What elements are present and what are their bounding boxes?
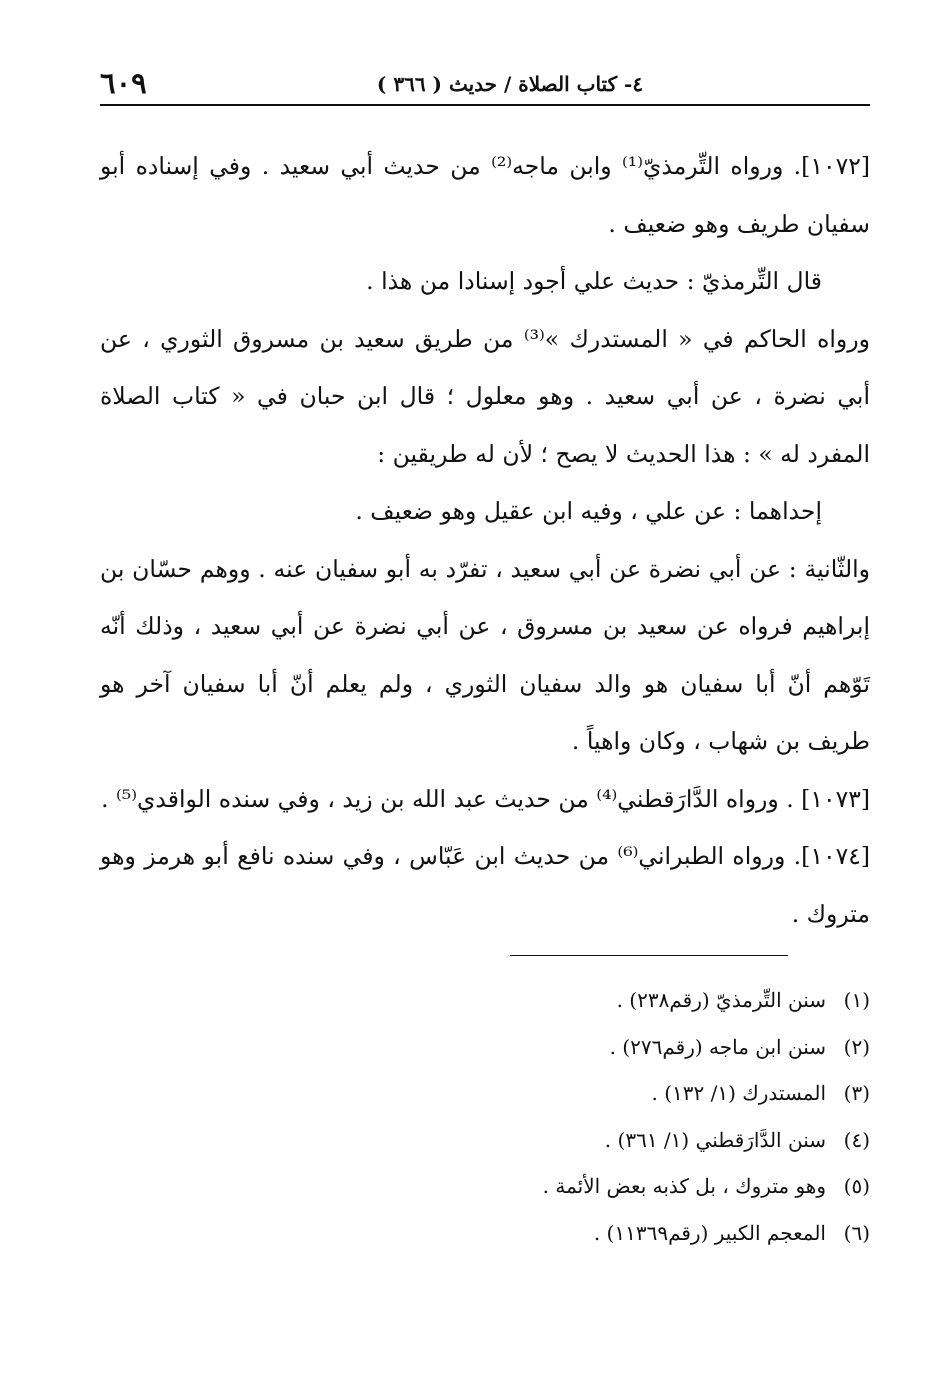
footnote-separator [510,955,788,956]
footnote-number: (٢) [843,1034,870,1059]
header-rule [100,104,870,106]
hakim-narration-paragraph: ورواه الحاكم في « المستدرك »⁽³⁾ من طريق سعيد بن مسروق الثوري ، عن أبي نضرة ، عن أبي سعيد . وهو معلول ؛ قال ابن حبان في « كتاب الصلاة المفرد له » : هذا الحديث لا يصح ؛ لأن له طريقين : [100,324,870,468]
running-head: ٤- كتاب الصلاة / حديث ( ٣٦٦ ) [376,72,644,96]
footnote-item [100,1024,870,1071]
footnote-text: سنن التِّرمذيّ (رقم٢٣٨) . [616,988,826,1012]
footnote-item [100,1163,870,1210]
page-number: ٦٠٩ [100,66,147,100]
page-header [100,62,870,106]
footnote-number: (٤) [843,1127,870,1152]
footnote-text: المعجم الكبير (رقم١١٣٦٩) . [593,1220,826,1245]
footnote-number: (٦) [843,1220,870,1245]
footnote-item [100,1117,870,1164]
hadith-1074-paragraph: [١٠٧٤]. ورواه الطبراني⁽⁶⁾ من حديث ابن عَبّاس ، وفي سنده نافع أبو هرمز وهو متروك . [100,842,870,928]
first-route-paragraph: إحداهما : عن علي ، وفيه ابن عقيل وهو ضعيف . [355,497,822,525]
main-text [100,138,870,943]
footnote-text: سنن ابن ماجه (رقم٢٧٦) . [609,1034,826,1059]
footnote-text: سنن الدَّارَقطني (١/ ٣٦١) . [604,1127,826,1152]
footnote-number: (١) [843,988,870,1012]
footnote-text: وهو متروك ، بل كذبه بعض الأئمة . [542,1174,826,1198]
footnote-text: المستدرك (١/ ١٣٢) . [651,1081,826,1105]
second-route-paragraph: والثّانية : عن أبي نضرة عن أبي سعيد ، تفرّد به أبو سفيان عنه . ووهم حسّان بن إبراهيم فرواه عن سعيد بن مسروق ، عن أبي نضرة عن أبي سعيد ، وذلك أنّه تَوّهم أنّ أبا سفيان هو والد سفيان الثوري ، ولم يعلم أنّ أبا سفيان آخر هو طريف بن شهاب ، وكان واهياً . [100,554,870,755]
footnote-number: (٥) [843,1174,870,1198]
tirmidhi-comment-paragraph: قال التِّرمذيّ : حديث علي أجود إسنادا من هذا . [366,267,822,295]
hadith-1072-paragraph: [١٠٧٢]. ورواه التِّرمذيّ⁽¹⁾ وابن ماجه⁽²⁾ من حديث أبي سعيد . وفي إسناده أبو سفيان طريف وهو ضعيف . [100,152,870,238]
footnote-item [100,1210,870,1257]
hadith-1073-paragraph: [١٠٧٣] . ورواه الدَّارَقطني⁽⁴⁾ من حديث عبد الله بن زيد ، وفي سنده الواقدي⁽⁵⁾ . [101,784,870,813]
footnote-number: (٣) [843,1081,870,1105]
footnote-item [100,977,870,1024]
footnotes [100,977,870,1256]
footnote-item [100,1070,870,1117]
